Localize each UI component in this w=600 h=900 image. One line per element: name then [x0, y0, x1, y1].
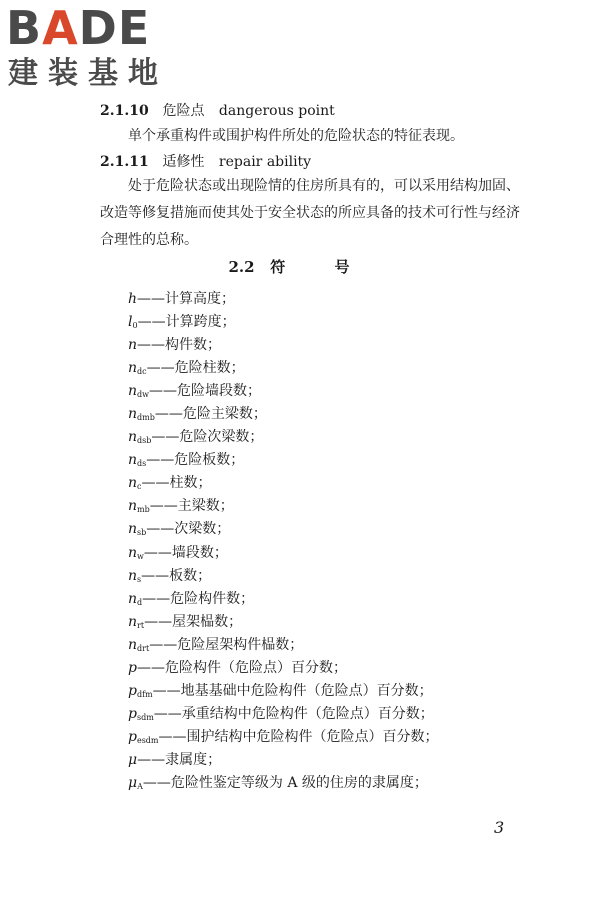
- symbol: $l_0$: [128, 314, 138, 331]
- symbol-item: [128, 403, 439, 426]
- symbol-description: ——隶属度；: [137, 751, 222, 768]
- symbol-description: ——危险屋架构件榀数；: [149, 636, 304, 653]
- symbol: $n_{dw}$: [128, 383, 149, 400]
- symbol-description: ——危险墙段数；: [149, 383, 261, 400]
- term-zh: 危险点: [162, 103, 205, 119]
- symbol: $n_{drt}$: [128, 636, 150, 653]
- section-label: 符 号: [270, 258, 372, 276]
- symbol-description: ——危险板数；: [146, 452, 245, 469]
- symbol: $n_{dsb}$: [128, 429, 152, 446]
- symbol: $p_{esdm}$: [128, 728, 159, 745]
- symbol: $n_{ds}$: [128, 452, 147, 469]
- symbol-description: ——危险柱数；: [146, 360, 245, 377]
- symbol: μ: [128, 751, 138, 768]
- symbol: $n_{dc}$: [128, 360, 147, 377]
- symbol-item: [128, 288, 439, 311]
- symbol-description: ——危险次梁数；: [151, 429, 264, 446]
- symbol: $p_{dfm}$: [128, 682, 153, 699]
- logo-chinese-text: 建装基地: [8, 56, 168, 91]
- symbol-item: [128, 311, 439, 334]
- symbol-description: ——危险构件（危险点）百分数；: [136, 659, 347, 676]
- symbol: h: [128, 291, 138, 307]
- symbol-description: ——柱数；: [141, 475, 212, 492]
- symbol-item: [128, 657, 439, 680]
- symbol-description: ——屋架榀数；: [144, 613, 243, 630]
- symbol: p: [128, 659, 137, 676]
- section-title: [0, 256, 600, 278]
- term-zh: 适修性: [162, 154, 205, 170]
- symbol-item: [128, 542, 439, 565]
- symbol-description: ——危险主梁数；: [154, 406, 267, 423]
- symbol: $\mu_A$: [128, 774, 143, 791]
- symbol-item: [128, 334, 439, 357]
- symbol-item: [128, 357, 439, 380]
- symbol-description: ——围护结构中危险构件（危险点）百分数；: [158, 728, 439, 745]
- symbol-description: ——危险构件数；: [142, 590, 255, 607]
- symbol-item: [128, 772, 439, 795]
- term-definition-2-1-11: 处于危险状态或出现险情的住房所具有的，可以采用结构加固、改造等修复措施而使其处于安全状态的所应具备的技术可行性与经济合理性的总称。: [100, 178, 520, 248]
- page-number: 3: [494, 818, 505, 837]
- term-definition-2-1-10: 单个承重构件或围护构件所处的危险状态的特征表现。: [128, 128, 464, 144]
- symbol-item: [128, 703, 439, 726]
- symbol-item: [128, 749, 439, 772]
- symbol-item: [128, 449, 439, 472]
- symbol-description: ——次梁数；: [146, 521, 231, 538]
- symbol-item: [128, 634, 439, 657]
- symbol-description: ——墙段数；: [143, 544, 228, 561]
- section-number: 2.2: [228, 258, 255, 276]
- symbol-description: ——板数；: [141, 567, 212, 584]
- term-number: 2.1.11: [100, 154, 149, 170]
- symbol-item: [128, 726, 439, 749]
- symbol-item: [128, 495, 439, 518]
- symbol-item: [128, 611, 439, 634]
- symbol-item: [128, 518, 439, 541]
- symbol-description: ——主梁数；: [149, 498, 234, 515]
- symbol-list: [128, 288, 439, 795]
- symbol: $n_c$: [128, 475, 142, 492]
- symbol: $n_{sb}$: [128, 521, 147, 538]
- symbol-description: ——构件数；: [137, 337, 222, 354]
- logo-wordmark: BADE: [6, 1, 151, 55]
- symbol-description: ——承重结构中危险构件（危险点）百分数；: [153, 705, 434, 722]
- term-heading-2-1-11: [100, 152, 311, 172]
- symbol: n: [128, 337, 138, 354]
- symbol: $n_{rt}$: [128, 613, 145, 630]
- symbol-item: [128, 565, 439, 588]
- symbol: $n_s$: [128, 567, 142, 584]
- symbol-item: [128, 380, 439, 403]
- symbol: $n_{dmb}$: [128, 406, 155, 423]
- term-heading-2-1-10: [100, 101, 335, 121]
- symbol-description: ——计算跨度；: [137, 314, 236, 331]
- symbol-item: [128, 472, 439, 495]
- symbol-item: [128, 588, 439, 611]
- symbol-description: ——危险性鉴定等级为 A 级的住房的隶属度；: [142, 774, 428, 791]
- symbol: $n_{mb}$: [128, 498, 150, 515]
- symbol-description: ——地基基础中危险构件（危险点）百分数；: [152, 682, 433, 699]
- term-number: 2.1.10: [100, 103, 149, 119]
- symbol-item: [128, 426, 439, 449]
- symbol: $n_d$: [128, 590, 143, 607]
- symbol: $p_{sdm}$: [128, 705, 154, 722]
- symbol-item: [128, 680, 439, 703]
- term-en: dangerous point: [218, 103, 335, 119]
- term-en: repair ability: [218, 154, 312, 170]
- symbol: $n_w$: [128, 544, 144, 561]
- symbol-description: ——计算高度；: [137, 291, 236, 307]
